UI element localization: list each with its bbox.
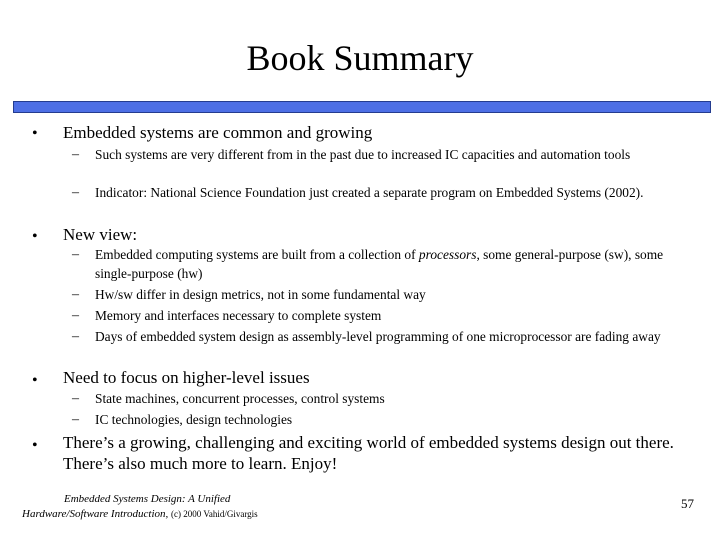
bullet-1-text: Embedded systems are common and growing — [63, 123, 373, 142]
dash-marker: – — [72, 247, 79, 262]
bullet-marker: • — [32, 125, 38, 142]
bullet-1-sub-2: Indicator: National Science Foundation just created a separate program on Embedded Systems (2002). — [95, 185, 644, 200]
bullet-marker: • — [32, 437, 38, 454]
footer-book-subtitle: Hardware/Software Introduction, — [22, 508, 169, 520]
dash-marker: – — [72, 391, 79, 406]
dash-marker: – — [72, 308, 79, 323]
bullet-marker: • — [32, 228, 38, 245]
bullet-3-text: Need to focus on higher-level issues — [63, 368, 310, 387]
sub-1-text-before: Embedded computing systems are built from a collection of — [95, 247, 419, 262]
processors-emphasis: processors — [418, 247, 477, 262]
bullet-2-sub-2: Hw/sw differ in design metrics, not in some fundamental way — [95, 287, 426, 302]
bullet-2-sub-4: Days of embedded system design as assembly-level programming of one microprocessor are fading away — [95, 329, 661, 344]
dash-marker: – — [72, 185, 79, 200]
dash-marker: – — [72, 287, 79, 302]
dash-marker: – — [72, 329, 79, 344]
title-divider-bar — [13, 101, 711, 113]
sub-1-text-after: , some general-purpose (sw), some single-purpose (hw) — [95, 247, 664, 281]
bullet-3-sub-2: IC technologies, design technologies — [95, 412, 293, 427]
bullet-4-text: There’s a growing, challenging and exciting world of embedded systems design out there. There’s also much more to learn. Enjoy! — [63, 433, 674, 473]
dash-marker: – — [72, 147, 79, 162]
slide-title: Book Summary — [246, 38, 474, 78]
bullet-2-sub-1 — [95, 246, 680, 283]
bullet-marker: • — [32, 372, 38, 389]
footer-book-title: Embedded Systems Design: A Unified — [64, 493, 231, 505]
bullet-1-sub-1: Such systems are very different from in the past due to increased IC capacities and automation tools — [95, 147, 631, 162]
bullet-2-text: New view: — [63, 225, 138, 244]
page-number: 57 — [681, 496, 694, 511]
dash-marker: – — [72, 412, 79, 427]
bullet-2-sub-3: Memory and interfaces necessary to complete system — [95, 308, 382, 323]
bullet-3-sub-1: State machines, concurrent processes, control systems — [95, 391, 385, 406]
footer-copyright: (c) 2000 Vahid/Givargis — [171, 509, 258, 519]
footer-citation — [22, 492, 258, 522]
